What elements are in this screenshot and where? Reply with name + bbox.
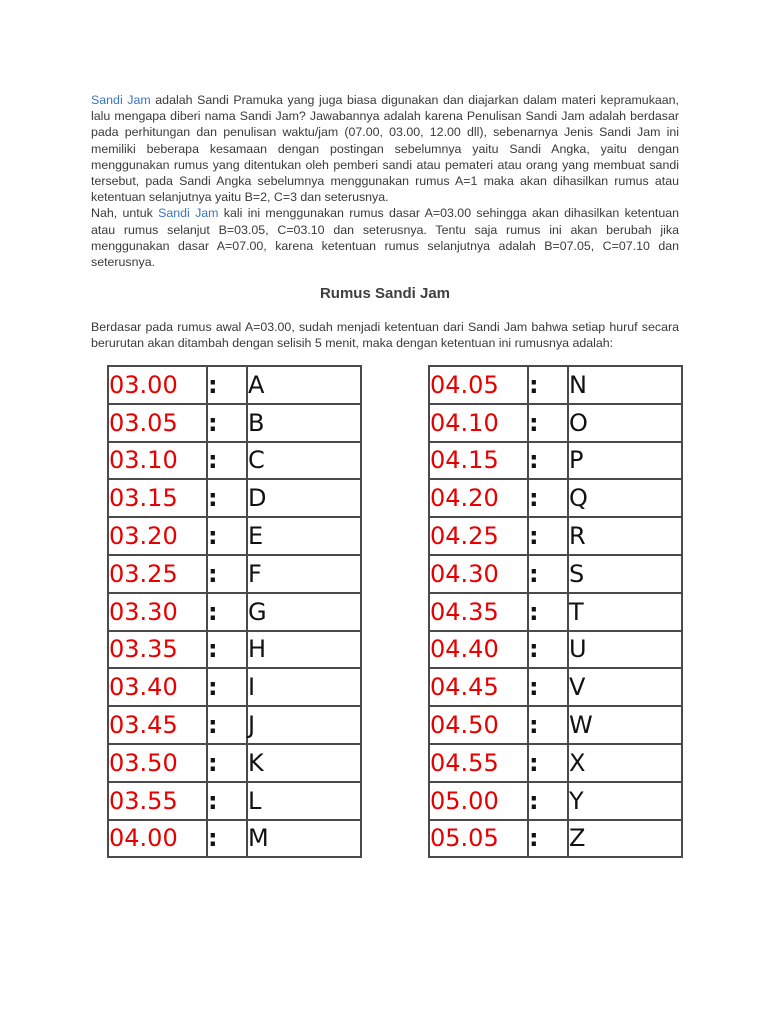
separator-colon: : xyxy=(207,631,247,669)
time-value: 03.50 xyxy=(108,744,207,782)
separator-colon: : xyxy=(528,668,568,706)
cipher-row xyxy=(108,820,361,858)
cipher-row xyxy=(108,744,361,782)
separator-colon: : xyxy=(207,744,247,782)
letter-value: X xyxy=(568,744,682,782)
separator-colon: : xyxy=(207,668,247,706)
letter-value: Y xyxy=(568,782,682,820)
section-title: Rumus Sandi Jam xyxy=(319,285,451,302)
separator-colon: : xyxy=(528,404,568,442)
separator-colon: : xyxy=(528,517,568,555)
time-value: 03.35 xyxy=(108,631,207,669)
time-value: 04.20 xyxy=(429,479,528,517)
separator-colon: : xyxy=(528,479,568,517)
letter-value: V xyxy=(568,668,682,706)
cipher-table-left xyxy=(107,365,362,858)
cipher-row xyxy=(429,517,682,555)
separator-colon: : xyxy=(528,631,568,669)
sandi-jam-link[interactable]: Sandi Jam xyxy=(158,206,219,221)
time-value: 03.00 xyxy=(108,366,207,404)
letter-value: U xyxy=(568,631,682,669)
cipher-row xyxy=(108,593,361,631)
separator-colon: : xyxy=(207,555,247,593)
cipher-row xyxy=(108,517,361,555)
separator-colon: : xyxy=(528,820,568,858)
paragraph-rumus-dasar xyxy=(91,205,679,270)
letter-value: A xyxy=(247,366,361,404)
letter-value: L xyxy=(247,782,361,820)
separator-colon: : xyxy=(528,366,568,404)
time-value: 03.15 xyxy=(108,479,207,517)
separator-colon: : xyxy=(207,479,247,517)
separator-colon: : xyxy=(528,782,568,820)
paragraph-intro-sandi-jam xyxy=(91,92,679,205)
letter-value: G xyxy=(247,593,361,631)
separator-colon: : xyxy=(528,442,568,480)
cipher-table-right xyxy=(428,365,683,858)
cipher-row xyxy=(429,782,682,820)
time-value: 05.00 xyxy=(429,782,528,820)
separator-colon: : xyxy=(207,820,247,858)
cipher-row xyxy=(429,706,682,744)
letter-value: S xyxy=(568,555,682,593)
time-value: 03.45 xyxy=(108,706,207,744)
time-value: 04.00 xyxy=(108,820,207,858)
cipher-row xyxy=(429,366,682,404)
separator-colon: : xyxy=(207,706,247,744)
letter-value: C xyxy=(247,442,361,480)
time-value: 04.55 xyxy=(429,744,528,782)
separator-colon: : xyxy=(207,366,247,404)
time-value: 04.45 xyxy=(429,668,528,706)
letter-value: P xyxy=(568,442,682,480)
cipher-row xyxy=(429,744,682,782)
letter-value: K xyxy=(247,744,361,782)
time-value: 03.55 xyxy=(108,782,207,820)
intro-paragraph: Berdasar pada rumus awal A=03.00, sudah menjadi ketentuan dari Sandi Jam bahwa setiap huruf secara berurutan akan ditambah dengan selisih 5 menit, maka dengan ketentuan ini rumusnya adalah: xyxy=(91,320,679,351)
letter-value: T xyxy=(568,593,682,631)
paragraph-text: kali ini menggunakan rumus dasar A=03.00 sehingga akan dihasilkan ketentuan atau rumus selanjut B=03.05, C=03.10 dan seterusnya. Tentu saja rumus ini akan berubah jika menggunakan dasar A=07.00, karena ketentuan rumus selanjutnya adalah B=07.05, C=07.10 dan seterusnya. xyxy=(91,206,679,270)
letter-value: Z xyxy=(568,820,682,858)
time-value: 04.30 xyxy=(429,555,528,593)
cipher-row xyxy=(108,366,361,404)
separator-colon: : xyxy=(207,517,247,555)
cipher-row xyxy=(429,631,682,669)
paragraph-prefix: Nah, untuk xyxy=(91,206,159,221)
separator-colon: : xyxy=(528,744,568,782)
letter-value: I xyxy=(247,668,361,706)
time-value: 04.50 xyxy=(429,706,528,744)
paragraph-text: adalah Sandi Pramuka yang juga biasa digunakan dan diajarkan dalam materi kepramukaan, lalu mengapa diberi nama Sandi Jam? Jawabannya adalah karena Penulisan Sandi Jam adalah berdasar pada perhitungan dan penulisan waktu/jam (07.00, 03.00, 12.00 dll), sebenarnya Jenis Sandi Jam ini memiliki beberapa kesamaan dengan postingan sebelumnya yaitu Sandi Angka, yaitu dengan menggunakan rumus yang ditentukan oleh pemberi sandi atau pemateri atau orang yang membuat sandi tersebut, pada Sandi Angka sebelumnya menggunakan rumus A=1 maka akan dihasilkan rumus atau ketentuan selanjutnya yaitu B=2, C=3 dan seterusnya. xyxy=(91,93,680,205)
separator-colon: : xyxy=(528,555,568,593)
cipher-row xyxy=(108,782,361,820)
time-value: 04.25 xyxy=(429,517,528,555)
cipher-tables xyxy=(107,365,683,885)
time-value: 04.10 xyxy=(429,404,528,442)
article-body xyxy=(91,92,680,351)
letter-value: M xyxy=(247,820,361,858)
separator-colon: : xyxy=(528,706,568,744)
cipher-row xyxy=(429,593,682,631)
separator-colon: : xyxy=(528,593,568,631)
cipher-row xyxy=(429,555,682,593)
letter-value: H xyxy=(247,631,361,669)
time-value: 04.35 xyxy=(429,593,528,631)
letter-value: N xyxy=(568,366,682,404)
cipher-row xyxy=(429,479,682,517)
cipher-row xyxy=(429,820,682,858)
time-value: 04.40 xyxy=(429,631,528,669)
time-value: 05.05 xyxy=(429,820,528,858)
separator-colon: : xyxy=(207,442,247,480)
time-value: 04.15 xyxy=(429,442,528,480)
letter-value: D xyxy=(247,479,361,517)
time-value: 03.05 xyxy=(108,404,207,442)
separator-colon: : xyxy=(207,593,247,631)
time-value: 03.20 xyxy=(108,517,207,555)
cipher-row xyxy=(429,442,682,480)
time-value: 03.25 xyxy=(108,555,207,593)
time-value: 03.30 xyxy=(108,593,207,631)
time-value: 03.10 xyxy=(108,442,207,480)
cipher-row xyxy=(108,555,361,593)
separator-colon: : xyxy=(207,782,247,820)
letter-value: E xyxy=(247,517,361,555)
time-value: 04.05 xyxy=(429,366,528,404)
cipher-row xyxy=(108,479,361,517)
letter-value: R xyxy=(568,517,682,555)
letter-value: W xyxy=(568,706,682,744)
cipher-row xyxy=(429,668,682,706)
letter-value: Q xyxy=(568,479,682,517)
separator-colon: : xyxy=(207,404,247,442)
cipher-row xyxy=(108,442,361,480)
cipher-row xyxy=(108,631,361,669)
letter-value: O xyxy=(568,404,682,442)
letter-value: B xyxy=(247,404,361,442)
letter-value: F xyxy=(247,555,361,593)
cipher-row xyxy=(108,668,361,706)
sandi-jam-link[interactable]: Sandi Jam xyxy=(91,93,151,107)
cipher-row xyxy=(429,404,682,442)
time-value: 03.40 xyxy=(108,668,207,706)
letter-value: J xyxy=(247,706,361,744)
cipher-row xyxy=(108,404,361,442)
cipher-row xyxy=(108,706,361,744)
